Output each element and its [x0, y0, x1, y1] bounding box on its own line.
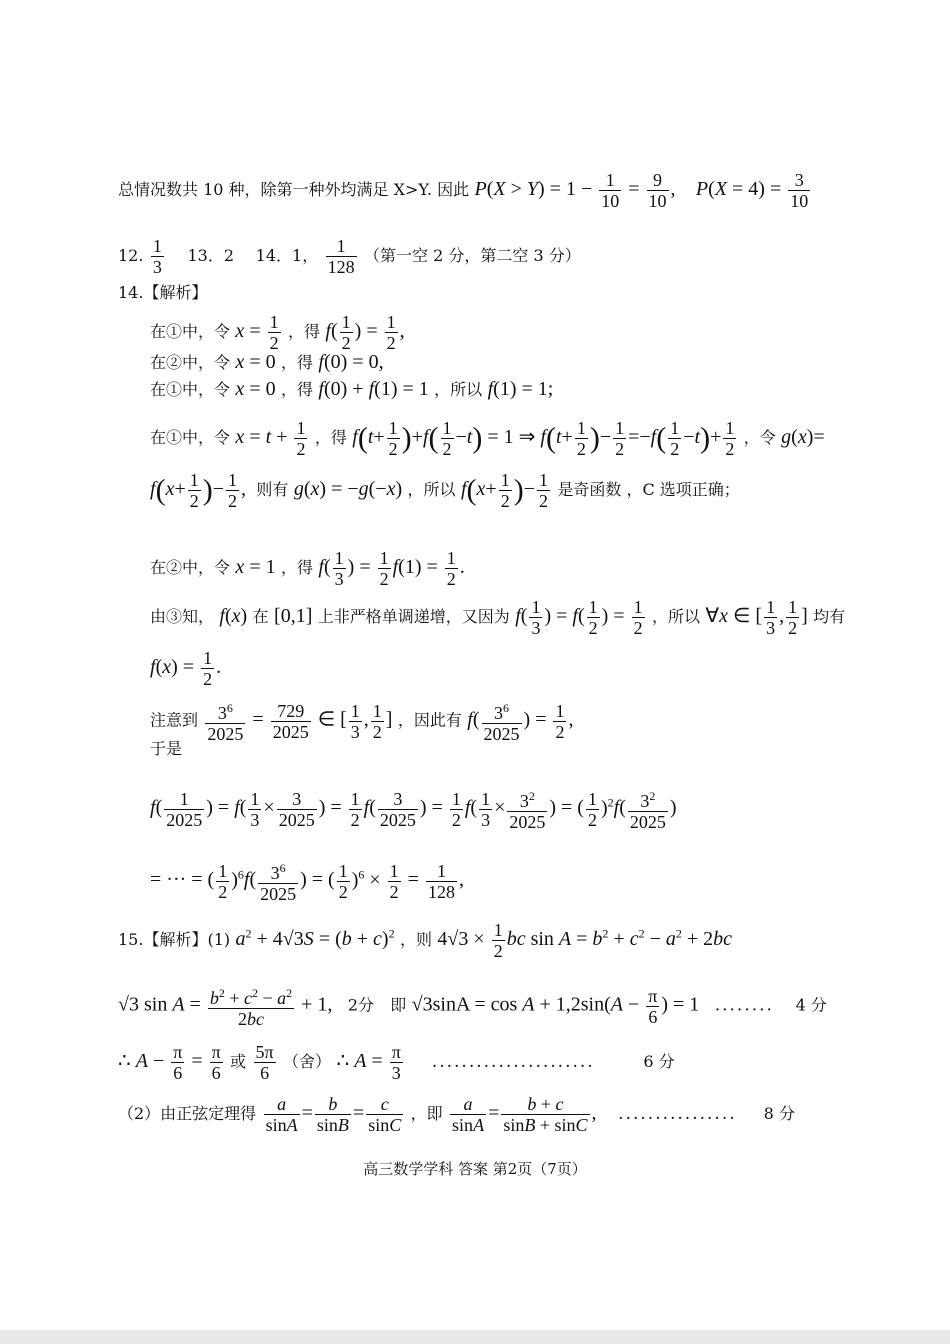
score: 2分 — [347, 995, 375, 1015]
text: 在①中，令 — [150, 380, 231, 399]
q15-line-2: √3 sin A = $\frac{b^2 + c^2 - a^2}{2bc}$ + 1, 2分 即 √3sinA = cos A + 1,2sin(A − $\frac{\pi}{6}$ ) = 1 ........ 4 分 — [118, 983, 827, 1029]
text: 在①中，令 — [150, 428, 231, 447]
step-8: f(x) = $\frac{1}{2}$ . — [150, 648, 222, 689]
leader-dots: ................ — [618, 1104, 737, 1124]
points: 4 分 — [795, 995, 827, 1015]
text: ，所以 — [407, 480, 456, 499]
text: ，则 — [400, 930, 433, 949]
text: ，得 — [281, 353, 314, 372]
step-6: 在②中，令 x = 1 ，得 f( $\frac{1}{3}$ ) = $\frac{1}{2}$ f(1) = $\frac{1}{2}$ . — [150, 548, 465, 589]
text: ，得 — [281, 380, 314, 399]
text: 上非严格单调递增，又因为 — [317, 607, 510, 626]
step-1: 在①中，令 x = $\frac{1}{2}$ ，得 f( $\frac{1}{2}$ ) = $\frac{1}{2}$ , — [150, 312, 405, 353]
q15-line-1: 15.【解析】(1) $a^2 + 4√3S = (b + c)^2$ ，则 4√3 × $\frac{1}{2}$ bc $\sin A = b^2 + c^2 - a^2 + 2bc$ — [118, 920, 733, 961]
text: （2）由正弦定理得 — [118, 1104, 257, 1123]
text: （舍） — [283, 1052, 332, 1071]
page-footer: 高三数学学科 答案 第2页（7页） — [363, 1160, 587, 1178]
q14-heading-text: 14.【解析】 — [118, 283, 208, 302]
q14-heading — [118, 282, 207, 304]
points: 6 分 — [643, 1052, 675, 1071]
line-answers-12-14: 12. $\frac{1}{3}$ 13．2 14．1， $\frac{1}{128}$ （第一空 2 分，第二空 3 分） — [118, 236, 581, 277]
step-4: 在①中，令 x = t + $\frac{1}{2}$ ，得 f(t+ $\frac{1}{2}$ )+f( $\frac{1}{2}$ −t) = 1 ⇒ f(t+ $\frac{1}{2}$ )− $\frac{1}{2}$ =−f( $\frac{1}{2}$ −t)+ $\frac{1}{2}$ ，令 g(x)= — [150, 418, 825, 459]
step-5: f(x+ $\frac{1}{2}$ )− $\frac{1}{2}$ , 则有 g(x) = −g(−x) ，所以 f(x+ $\frac{1}{2}$ )− $\frac{1}{2}$ 是奇函数 ，C 选项正确； — [150, 470, 740, 511]
text: 均有 — [813, 607, 846, 626]
text: 或 — [230, 1052, 247, 1071]
text: 是奇函数 ，C 选项正确； — [557, 480, 740, 499]
text: 注意到 — [150, 710, 199, 730]
step-11: f( $\frac{1}{2025}$ ) = f( $\frac{1}{3}$ × $\frac{3}{2025}$ ) = $\frac{1}{2}$ f( $\frac{3}{2025}$ ) = $\frac{1}{2}$ f( $\frac{1}{3}$ × $\frac{3^2}{2025}$ ) = ( $\frac{1}{2}$ )$^2$f( $\frac{3^2}{2025}$ ) — [150, 786, 677, 832]
text: ，得 — [281, 558, 314, 577]
text: ，所以 — [434, 380, 483, 399]
score-note: （第一空 2 分，第二空 3 分） — [364, 246, 581, 265]
text: 即 — [390, 995, 407, 1015]
q15-heading: 15.【解析】(1) — [118, 930, 231, 949]
step-7: 由③知， f(x) 在 [0,1] 上非严格单调递增，又因为 f( $\frac{1}{3}$ ) = f( $\frac{1}{2}$ ) = $\frac{1}{2}$ ，所以 ∀x ∈ [ $\frac{1}{3}$ , $\frac{1}{2}$ ] 均有 — [150, 597, 846, 638]
text: 在②中，令 — [150, 353, 231, 372]
text: ，令 — [743, 428, 776, 447]
bottom-strip — [0, 1330, 950, 1344]
q15-line-4: （2）由正弦定理得 $\frac{a}{\sin A}$ = $\frac{b}{\sin B}$ = $\frac{c}{\sin C}$ ，即 $\frac{a}{\sin A}$ = $\frac{b + c}{\sin B + \sin C}$ , ................ 8 分 — [118, 1094, 795, 1135]
leader-dots: ...................... — [431, 1052, 595, 1072]
q15-line-3: ∴ A − $\frac{\pi}{6}$ = $\frac{\pi}{6}$ 或 $\frac{5\pi}{6}$ （舍） ∴ A = $\frac{\pi}{3}$ ...................... 6 分 — [118, 1042, 675, 1083]
text: 由③知， — [150, 607, 215, 626]
step-12: = ··· = ( $\frac{1}{2}$ )$^6$f( $\frac{3^6}{2025}$ ) = ( $\frac{1}{2}$ )$^6$ × $\frac{1}{2}$ = $\frac{1}{128}$ , — [150, 858, 464, 904]
text: ，得 — [314, 428, 347, 447]
text: 在 — [252, 607, 269, 626]
q13-answer: 13．2 — [187, 246, 235, 265]
text: 则有 — [256, 480, 289, 499]
text: 总情况数共 10 种，除第一种外均满足 X>Y. 因此 — [118, 180, 470, 199]
step-10 — [150, 738, 182, 760]
q12-label: 12. — [118, 246, 144, 265]
text: ，所以 — [651, 607, 700, 626]
text: ，因此有 — [397, 710, 462, 730]
leader-dots: ........ — [714, 995, 774, 1016]
q14-answer: 14．1， — [255, 246, 319, 265]
text: 于是 — [150, 739, 183, 758]
text: ，即 — [410, 1104, 443, 1123]
text: 在②中，令 — [150, 558, 231, 577]
points: 8 分 — [763, 1104, 795, 1123]
step-9: 注意到 $\frac{3^6}{2025}$ = $\frac{729}{2025}$ ∈ [ $\frac{1}{3}$ , $\frac{1}{2}$ ] ，因此有 f( $\frac{3^6}{2025}$ ) = $\frac{1}{2}$ , — [150, 698, 573, 744]
line-probability: 总情况数共 10 种，除第一种外均满足 X>Y. 因此 P(X > Y) = 1 − $\frac{1}{10}$ = $\frac{9}{10}$ , P(X = 4) = $\frac{3}{10}$ — [118, 170, 809, 211]
step-3: 在①中，令 x = 0 ，得 f(0) + f(1) = 1 ，所以 f(1) = 1; — [150, 378, 554, 400]
text: ，得 — [288, 322, 321, 341]
step-2: 在②中，令 x = 0 ，得 f(0) = 0, — [150, 351, 384, 373]
text: 在①中，令 — [150, 322, 231, 341]
